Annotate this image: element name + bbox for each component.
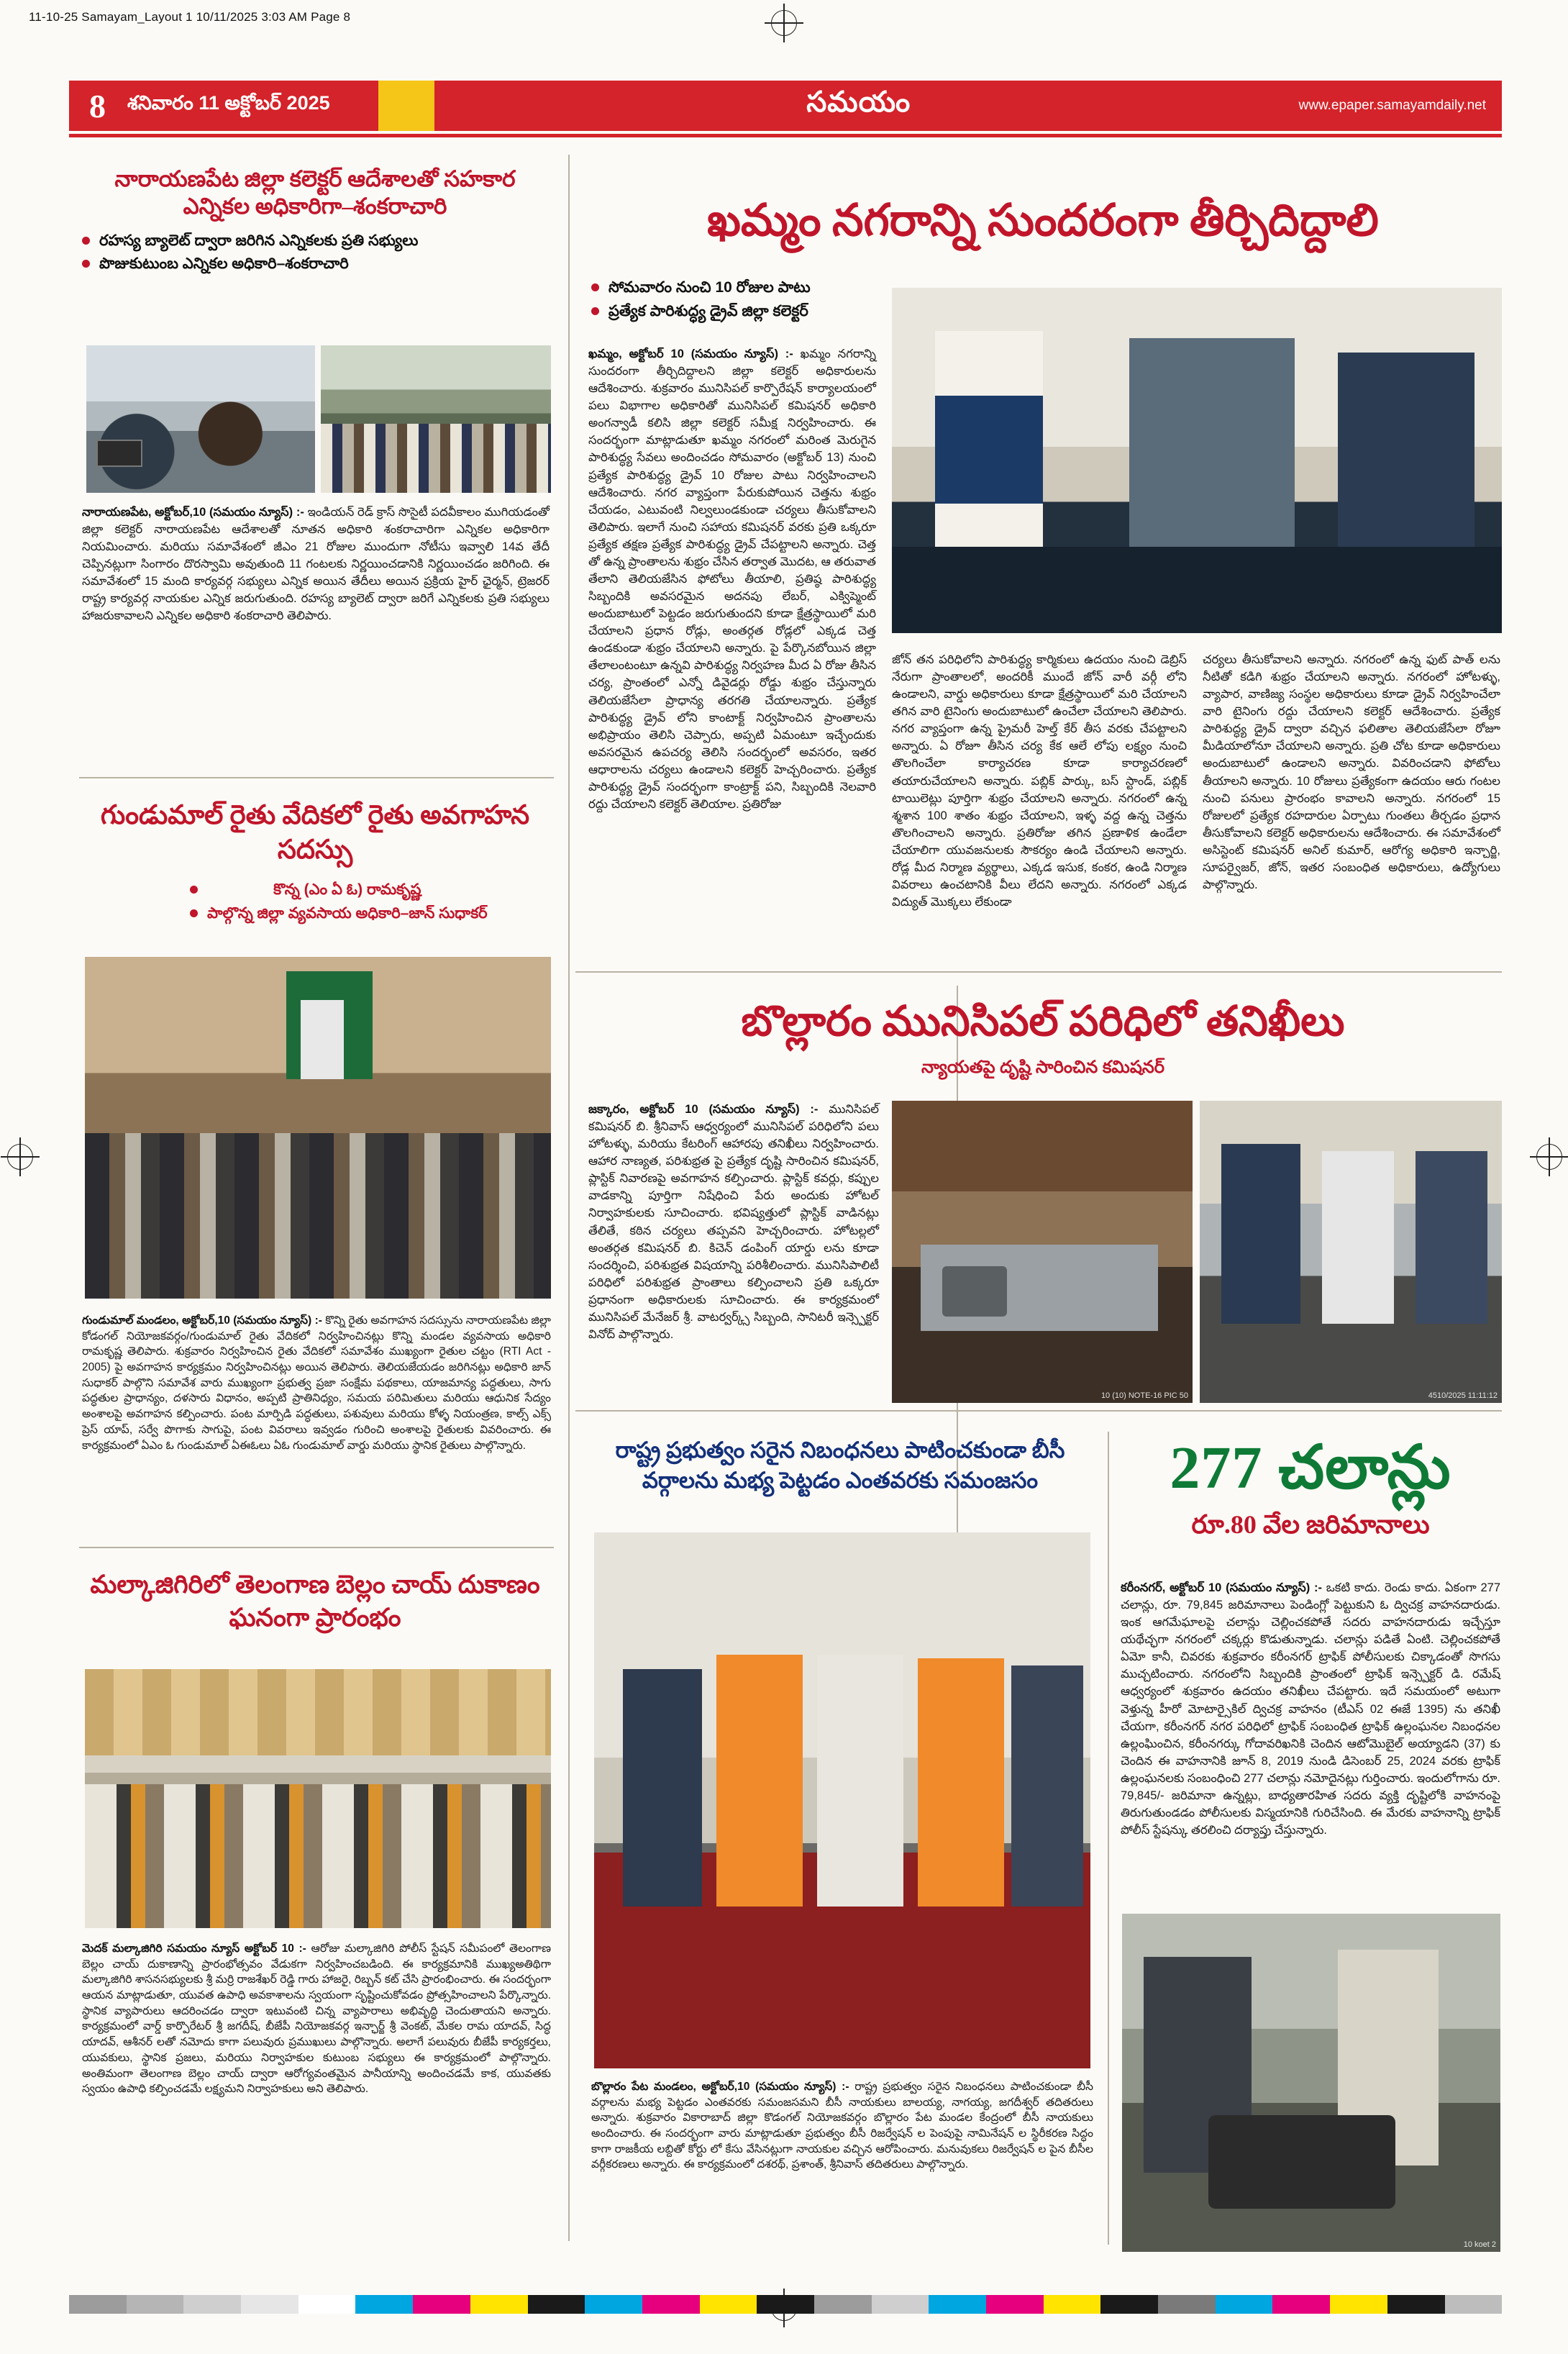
headline-khammam: ఖమ్మం నగరాన్ని సుందరంగా తీర్చిదిద్దాలి — [707, 196, 1379, 245]
headline-bollaram: బొల్లారం మునిసిపల్ పరిధిలో తనిఖీలు — [741, 998, 1345, 1045]
bullet-list-khammam — [590, 277, 892, 324]
section-rule-1 — [575, 971, 1502, 973]
headline-narayanpet: నారాయణపేట జిల్లా కలెక్టర్ ఆదేశాలతో సహకార ఎన్నికల అధికారిగా–శంకరాచారి — [114, 166, 516, 219]
headline-bc: రాష్ట్ర ప్రభుత్వం సరైన నిబంధనలు పాటించకుండా బీసీ వర్గాలను మభ్య పెట్టడం ఎంతవరకు సమంజసం — [615, 1437, 1065, 1493]
colorbar-swatch — [872, 2295, 929, 2314]
colorbar-swatch — [1044, 2295, 1101, 2314]
colorbar-swatch — [814, 2295, 872, 2314]
caption-malkajgiri — [82, 1941, 551, 2097]
colorbar-swatch — [1100, 2295, 1158, 2314]
body-text-khammam-1: ఖమ్మం నగరాన్ని సుందరంగా తీర్చిదిద్దాలని జిల్లా కలెక్టర్ అధికారులను ఆదేశించారు. శుక్రవారం మునిసిపల్ కార్పొరేషన్ కార్యాలయంలో పలు విభాగాల అధికారితో మునిసిపల్ కమిషనర్ అధికారి అంగన్వాడీ కలిసి జిల్లా కలెక్టర్ సమీక్ష నిర్వహించారు. ఈ సందర్భంగా మాట్లాడుతూ ఖమ్మం నగరంలో మరింత మెరుగైన పారిశుద్ధ్య సేవలు అందించడం సోమవారం (అక్టోబర్ 13) నుంచి ప్రత్యేక పారిశుద్ధ్య డ్రైవ్ 10 రోజుల పాటు నిర్వహించాలని ఆదేశించారు. నగర వ్యాప్తంగా పేరుకుపోయిన చెత్తను శుభ్రం చేయడం, ఎటువంటి నిల్వలుండకుండా చర్యలు తీసుకోవాలని తెలిపారు. ఇలాగే నుంచి సహాయ కమిషనర్ వరకు ప్రతి ఒక్కరూ ప్రత్యేక తక్షణ ప్రత్యేక పారిశుద్ధ్య డ్రైవ్ చేపట్టాలని అన్నారు. చెత్త తో ఉన్న ప్రాంతాలను శుభ్రం చేసిన తర్వాత మొదట, ఆ తరువాత తేలాని తెలియజేసిన ఫోటోలు తీయాలి, ప్రతిష్ఠ పారిశుద్ధ్య సిబ్బందికి అవసరమైన అదనపు లేబర్, ఎక్విప్మెంట్ అందుబాటులో పెట్టడం జరుగుతుందని కూడా క్షేత్రస్థాయిలో మరి చేయాలని ప్రధాన రోడ్లు, అంతర్గత రోడ్లలో ఎక్కడ చెత్త ఉండకుండా శుభ్రం చేయాలని అన్నారు. పై పేర్కొనబోయిన జిల్లా తేలాలంటంటూ ఉన్నవి పారిశుద్ధ్య నిర్వహణ మీద ఏ రోజు తీసిన చర్య, ప్రాంతంలో ఎన్నో డివైడర్లు రోడ్డు శుభ్రం చేస్తున్నారు తెలియజేసేలా ప్రాధాన్య తరగతి చేయాలన్నారు. ప్రత్యేక పారిశుద్ధ్య డ్రైవ్ లోని కాంటాక్ట్ నిర్వహించిన ప్రాంతాలను అభిప్రాయం తెలిసి చెప్పారు, అప్పటి ఏమంటూ ఇచ్చేందుకు అవసరమైన ఉపచర్య తెలిసి సందర్భంలో అవసరం, ఇతర ఆధారాలను చర్యలు ఉండాలని కలెక్టర్ హెచ్చరించారు. ప్రత్యేక పారిశుద్ధ్య డ్రైవ్ సందర్భంగా కాంట్రాక్ట్ పని, సిబ్బందికి నెలవారి రద్దు చేయాలని కలెక్టర్ తెలియాల. ప్రతిరోజు — [588, 347, 877, 812]
colorbar-swatch — [757, 2295, 814, 2314]
article-narayanpet — [81, 165, 550, 277]
body-narayanpet — [82, 504, 550, 625]
dateline-bc: బొల్లారం పేట మండలం, అక్టోబర్,10 (సమయం న్యూస్) :- — [591, 2081, 849, 2093]
colorbar-swatch — [470, 2295, 528, 2314]
colorbar-swatch — [700, 2295, 757, 2314]
bullet-item: పొజుకుటుంబ ఎన్నికల అధికారి–శంకరాచారి — [81, 253, 550, 275]
bullet-list-narayanpet — [81, 230, 550, 276]
colorbar-swatch — [1445, 2295, 1503, 2314]
body-text-bollaram: మునిసిపల్ కమిషనర్ బి. శ్రీనివాస్ ఆధ్వర్యంలో మునిసిపల్ పరిధిలోని పలు హోటళ్ళు, మరియు కేటరింగ్ ఆహారపు తనిఖీలు నిర్వహించారు. ఆహార నాణ్యత, పరిశుభ్రత పై ప్రత్యేక దృష్టి సారించిన కమిషనర్, ప్లాస్టిక్ నివారణపై అవగాహన కల్పించారు. ప్లాస్టిక్ కవర్లు, కప్పుల వాడకాన్ని పూర్తిగా నిషేధించి పేరు అందుకు హోటల్ నిర్వాహకులకు సూచించారు. భవిష్యత్తులో ప్లాస్టిక్ వాడినట్లు తేలితే, కఠిన చర్యలు తప్పవని హెచ్చరించారు. హోటల్లలో అంతర్గత కమిషనర్ బి. కిచెన్ డంపింగ్ యార్డు లను కూడా సందర్శించి, పరిశుభ్రత విషయాన్ని పరిశీలించారు. మునిసిపాలిటీ పరిధిలో పరిశుభ్రత ప్రాంతాలు కల్పించాలని ప్రతి ఒక్కరూ ప్రధానంగా అధికారులకు సూచించారు. ఈ కార్యక్రమంలో మునిసిపల్ మేనేజర్ శ్రీ. వాటర్వర్క్స్ సిబ్బంది, సానిటరీ ఇన్స్పెక్టర్ వినోద్ పాల్గొన్నారు. — [588, 1103, 879, 1342]
subhead-bollaram: న్యాయతపై దృష్టి సారించిన కమిషనర్ — [921, 1057, 1165, 1077]
colorbar-swatch — [127, 2295, 184, 2314]
photo-farmer-meeting — [85, 957, 551, 1299]
column-rule-1 — [568, 155, 570, 2241]
masthead-left — [69, 81, 378, 131]
dateline-challan: కరీంనగర్, అక్టోబర్ 10 (సమయం న్యూస్) :- — [1121, 1581, 1322, 1594]
colorbar-swatch — [355, 2295, 413, 2314]
body-text-khammam-3: చర్యలు తీసుకోవాలని అన్నారు. నగరంలో ఉన్న ఫుట్ పాత్ లను నీటితో కడిగి శుభ్రం చేయాలని అన్నారు. నగరంలో హోటళ్ళు, వ్యాపార, వాణిజ్య సంస్థల అధికారులు కూడా డ్రైవ్ నిర్వహించేలా వారి టైనింగు రద్దు చేయాలని కలెక్టర్ ఆదేశించారు. ప్రత్యేక పారిశుద్ధ్య డ్రైవ్ ద్వారా వచ్చిన ఫలితాల తెలియజేసేలా రోజూ మీడియాలోనూ చేయాలని అన్నారు. ప్రతి చోట కూడా అధికారులు అందుబాటులో ఉండాలని అన్నారు. వివరించడాని ఫోటోలు తీయాలని అన్నారు. 10 రోజులు ప్రత్యేకంగా ఉదయం ఆరు గంటల నుంచి పనులు ప్రారంభం కావాలని అన్నారు. నగరంలో 15 రోజులలో ప్రత్యేక రహదారుల ఏర్పాటు గుంతలు తీర్చడం ప్రధాన తీసుకోవాలని కలెక్టర్ అధికారులను ఆదేశించారు. ఈ సమావేశంలో అసిస్టెంట్ కమిషనర్ అనిల్ కుమార్, ఆరోగ్య అధికారి ఇన్చార్జి, సూపర్వైజర్, జోన్, ఇతర సంబంధిత అధికారులు, ఉద్యోగులు పాల్గొన్నారు. — [1203, 653, 1500, 892]
registration-mark-left — [7, 1144, 33, 1170]
section-rule-2 — [575, 1410, 1502, 1412]
body-text-malkajgiri: ఆరోజు మల్కాజిగిరి పోలీస్ స్టేషన్ సమీపంలో తెలంగాణ బెల్లం చాయ్ దుకాణాన్ని ప్రారంభోత్సవం వేడుకగా నిర్వహించబడింది. ఈ కార్యక్రమానికి ముఖ్యఅతిథిగా మల్కాజిగిరి శాసనసభ్యులకు శ్రీ మర్రి రాజశేఖర్ రెడ్డి గారు హాజరై, రిబ్బన్ కట్ చేసి ప్రారంభించారు. ఈ సందర్భంగా ఆయన మాట్లాడుతూ, యువత ఉపాధి అవకాశాలను స్వయంగా సృష్టించుకోవడం ప్రోత్సహించాలని పేర్కొన్నారు. స్థానిక వ్యాపారులు ఆదరించడం ద్వారా ఇటువంటి చిన్న వ్యాపారాలు అభివృద్ధి చెందుతాయని అన్నారు. కార్యక్రమంలో వార్డ్ కార్పొరేటర్ శ్రీ జగదీష్, బీజేపీ నియోజకవర్గ ఇన్ఛార్జ్ శ్రీ వెంకట్, మేకల రామ యాదవ్, సిద్ధ యాదవ్, ఆశీనర్ లతో నమోదు కాగా పలువురు ప్రముఖులు పాల్గొన్నారు. అలాగే పలువురు బీజేపీ కార్యకర్తలు, యువకులు, స్థానిక ప్రజలు, మరియు నిర్వాహకుల కుటుంబ సభ్యులు ఈ కార్యక్రమంలో పాల్గొన్నారు. అంతిమంగా తెలంగాణ బెల్లం చాయ్ ద్వారా ఆరోగ్యవంతమైన పానీయాన్ని అందించడమే కాక, యువతకు స్వయం ఉపాధి కల్పించడమే లక్ష్యమని నిర్వాహకులు అని తెలిపారు. — [82, 1942, 551, 2096]
colorbar-swatch — [585, 2295, 642, 2314]
colorbar-swatch — [298, 2295, 356, 2314]
bullet-item: రహస్య బ్యాలెట్ ద్వారా జరిగిన ఎన్నికలకు ప్రతి సభ్యులు — [81, 230, 550, 252]
cmyk-colorbar — [69, 2295, 1502, 2314]
photo-stamp-challan: 10 koet 2 — [1463, 2240, 1496, 2249]
colorbar-swatch — [413, 2295, 470, 2314]
photo-kitchen-inspection-right — [1200, 1101, 1502, 1403]
photo-traffic-check — [1122, 1914, 1500, 2252]
registration-mark-right — [1536, 1144, 1562, 1170]
bullet-item: కొన్న (ఎం ఏ ఓ) రామకృష్ణ — [188, 879, 488, 901]
colorbar-swatch — [642, 2295, 700, 2314]
body-khammam-col2 — [892, 651, 1187, 911]
article-gundumal — [81, 799, 550, 927]
colorbar-swatch — [241, 2295, 298, 2314]
bullet-item: ప్రత్యేక పారిశుద్ధ్య డ్రైవ్ జిల్లా కలెక్టర్ — [590, 301, 892, 322]
body-challan — [1121, 1579, 1500, 1839]
masthead-date: శనివారం 11 అక్టోబర్ 2025 — [127, 92, 330, 114]
caption-bc — [591, 2079, 1093, 2173]
photo-tea-shop-opening — [85, 1669, 551, 1928]
article-bollaram — [583, 996, 1503, 1081]
article-khammam — [583, 194, 1503, 249]
photo-office-interior — [86, 345, 315, 493]
body-text-gundumal: కొన్ని రైతు అవగాహన సదస్సును నారాయణపేట జిల్లా కోడంగల్ నియోజకవర్గం/గుండుమాల్ రైతు వేదికలో నిర్వహించినట్లు కొన్ని మండల వ్యవసాయ అధికారి రామకృష్ణ తెలిపారు. శుక్రవారం నిర్వహించిన రైతు వేదికలో సమావేశం ముఖ్యంగా రైతుల చట్టం (RTI Act - 2005) పై అవగాహన కార్యక్రమం నిర్వహించినట్లు అయిన తెలిపారు. తెలియజేయడం జరిగినట్లు అధికారి జాన్ సుధాకర్ పాల్గొని సమావేశ వారు ముఖ్యంగా ప్రభుత్వ ప్రజా సంక్షేమ పథకాలు, యాజమాన్య పద్ధతులు, సాగు పద్ధతుల ప్రాధాన్యం, దళసారు విధానం, అప్పటి ప్రాతినిధ్యం, సమయ పరిమితులు మరియు ఆధునిక సేద్యం అంశాలపై అవగాహన కల్పించారు. పంట మార్పిడి పద్ధతులు, పశువులు మరియు కోళ్ళ నియంత్రణ, కాల్స్ ఎక్స్ ప్రెస్ యాప్, సర్వే పొగాకు సాగుపై, పంట వివరాలు ఇవ్వడం గురించి అంశాలపై రైతులకు వివరించారు. ఈ కార్యక్రమంలో ఏఎం ఓ గుండుమాల్ ఏఈఓలు ఏఓ గుండుమాల్ వార్డు మరియు స్థానిక రైతులు పాల్గొన్నారు. — [82, 1314, 551, 1452]
colorbar-swatch — [986, 2295, 1044, 2314]
page-number: 8 — [89, 87, 106, 124]
photo-collector-meeting — [892, 288, 1502, 633]
masthead-yellow-divider — [378, 81, 434, 131]
body-khammam-col1 — [588, 345, 876, 813]
article-bc — [588, 1435, 1092, 1496]
photo-stamp-left: 10 (10) NOTE-16 PIC 50 — [1100, 1391, 1188, 1400]
section-rule-3 — [79, 777, 554, 778]
body-text-narayanpet: ఇండియన్ రెడ్ క్రాస్ సొసైటీ పదవీకాలం ముగియడంతో జిల్లా కలెక్టర్ నారాయణపేట ఆదేశాలతో నూతన అధికారి శంకరాచారిగా ఎన్నికల అధికారిగా నియమించారు. మరియు సమావేశంలో జీఎం 21 రోజుల ముందుగా నోటీసు ఇవ్వాలి 14వ తేదీ చెప్పినట్లుగా సింగారం దొరస్వామి అవుతుంది 11 గంటలకు నిర్ణయించడానికి నిర్ణయించడం జరిగింది. ఈ సమావేశంలో 15 మంది కార్యవర్గ సభ్యులు ఎన్నిక అయిన తేదీలు అయిన ప్రక్రియ హైర్ ఛైర్మన్, ట్రెజరర్ రాష్ట్ర కార్యవర్గ నాయకుల ఎన్నిక జరుగుతుంది. రహస్య బ్యాలెట్ ద్వారా జరిగే ఎన్నికలకు ప్రతి సభ్యులు హాజరుకావాలని ఎన్నికల అధికారి శంకరాచారి తెలిపారు. — [82, 506, 550, 623]
dateline-narayanpet: నారాయణపేట, అక్టోబర్,10 (సమయం న్యూస్) :- — [82, 506, 304, 519]
colorbar-swatch — [1330, 2295, 1387, 2314]
colorbar-swatch — [528, 2295, 585, 2314]
photo-stamp-right: 4510/2025 11:11:12 — [1428, 1391, 1498, 1400]
dateline-malkajgiri: మెదక్ మల్కాజిగిరి సమయం న్యూస్ అక్టోబర్ 10 :- — [82, 1942, 306, 1955]
subhead-challan: రూ.80 వేల జరిమానాలు — [1191, 1510, 1430, 1540]
body-khammam-col3 — [1203, 651, 1500, 894]
dateline-bollaram: జక్కారం, అక్టోబర్ 10 (సమయం న్యూస్) :- — [588, 1103, 819, 1116]
colorbar-swatch — [1387, 2295, 1445, 2314]
dateline-khammam: ఖమ్మం, అక్టోబర్ 10 (సమయం న్యూస్) :- — [588, 347, 793, 360]
print-slug: 11-10-25 Samayam_Layout 1 10/11/2025 3:03 AM Page 8 — [29, 10, 351, 24]
photo-bc-leaders — [594, 1532, 1090, 2068]
bullet-item: సోమవారం నుంచి 10 రోజుల పాటు — [590, 277, 892, 299]
colorbar-swatch — [183, 2295, 241, 2314]
article-challan — [1119, 1432, 1502, 1541]
bullet-item: పాల్గొన్న జిల్లా వ్యవసాయ అధికారి–జాన్ సుధాకర్ — [188, 903, 488, 924]
colorbar-swatch — [1158, 2295, 1216, 2314]
photo-kitchen-inspection-left — [892, 1101, 1193, 1403]
colorbar-swatch — [69, 2295, 127, 2314]
body-text-khammam-2: జోన్ తన పరిధిలోని పారిశుద్ధ్య కార్మికులు ఉదయం నుంచి డెబ్రిస్ నేరుగా ప్రాంతాలలో, అందరికీ ముందే జోన్ వారీ వర్గీ లోని ఉండాలని, వార్డు అధికారులు కూడా క్షేత్రస్థాయిలో మరి చేయాలని తగిన వారి టైనింగు అందుబాటులో ఉంచేలా చేయాలని తెలిపారు. నగర వ్యాప్తంగా ఉన్న ప్రైమరీ హెల్త్ కేర్ తీస వరకు చేపట్టాలని అన్నారు. ఏ రోజూ తీసిన చర్య కేక ఆలే లోపు లక్ష్యం నుంచి తొలగించేలా కార్యాచరణ కూడా కార్యాచరణలో తయారుచేయాలని అన్నారు. పబ్లిక్ పార్కు, బస్ స్టాండ్, పబ్లిక్ టాయిలెట్లు పూర్తిగా శుభ్రం చేయాలని అన్నారు. నగరంలో ఉన్న శ్మశాన 100 శాతం శుభ్రం చేయాలని, ఇళ్ళ వద్ద ఉన్న చెత్తను తొలగించాలని అన్నారు. ప్రతిరోజు తగిన ప్రణాళిక ఉండేలా చేయాలిగా యువజనులకు సౌకర్యం ఉండి చేయాలని అన్నారు. రోడ్ల మీద నిర్మాణ వ్యర్థాలు, ఎక్కడ ఇసుక, కంకర, ఉండి నిర్మాణ వివరాలు ఉంచటానికి వీలు లేదని అన్నారు. నగరంలో ఎక్కడ విద్యుత్ మొక్కలు లేకుండా — [892, 653, 1187, 909]
registration-mark-top — [771, 10, 797, 36]
headline-gundumal: గుండుమాల్ రైతు వేదికలో రైతు అవగాహన సదస్సు — [100, 801, 530, 865]
body-text-bc: రాష్ట్ర ప్రభుత్వం సరైన నిబంధనలు పాటించకుండా బీసీ వర్గాలను మభ్య పెట్టడం ఎంతవరకు సమంజసమని బీసీ నాయకులు బాలయ్య, నాగయ్య, జగదీశ్వర్ తదితరులు అన్నారు. శుక్రవారం వికారాబాద్ జిల్లా కొడంగల్ నియోజకవర్గం బొల్లారం పేట మండల కేంద్రంలో బీసీ నాయకులు అందించారు. ఈ సందర్భంగా వారు మాట్లాడుతూ ప్రభుత్వం బీసీ రిజర్వేషన్ ల పెంపుపై నామినేషన్ ల స్థిరీకరణ సిద్ధం కాగా రాజకీయ లబ్దితో కోర్టు లో కేసు వేసినట్లుగా నాయకుల వచ్చిన ఆరోపించారు. మనువుకలు రిజర్వేషన్ ల పైన బీసీల వర్గీకరణలు అన్నారు. ఈ కార్యక్రమంలో దశరథ్, ప్రశాంత్, శ్రీనివాస్ తదితరులు పాల్గొన్నారు. — [591, 2081, 1093, 2171]
caption-gundumal — [82, 1313, 551, 1453]
paper-title: సమయం — [434, 81, 1283, 131]
masthead-rule — [69, 134, 1502, 137]
photo-group-outdoor — [321, 345, 551, 493]
masthead — [69, 81, 1502, 131]
colorbar-swatch — [1216, 2295, 1273, 2314]
body-text-challan: ఒకటి కాదు. రెండు కాదు. ఏకంగా 277 చలాన్లు, రూ. 79,845 జరిమానాలు పెండింగ్లో పెట్టుకుని ఓ ద్విచక్ర వాహనదారుడు. ఇంక ఆగమేఘాలపై చలాన్లు చెల్లించకపోతే సదరు వాహనదారుడు ఇచ్చేస్తూ యథేచ్ఛగా నగరంలో చక్కర్లు కొడుతున్నాడు. చలాన్లు పడితే ఏంటి. చెల్లించకపోతే ఏమో కానీ, చివరకు శుక్రవారం కరీంనగర్ ట్రాఫిక్ పోలీసులకు చిక్కాడంతో సొగసు ముచ్చటించారు. నగరంలోని సిబ్బందికి ప్రాంతంలో ట్రాఫిక్ ఇన్స్పెక్టర్ డి. రమేష్ ఆధ్వర్యంలో శుక్రవారం ఉదయం తనిఖీలు చేపట్టారు. ఇదే సమయంలో అటుగా వెళ్తున్న హీరో మోటార్సైకిల్ ద్విచక్ర వాహనం (టీఎస్ 02 ఈజే 1395) ను తనిఖీ చేయగా, కరీంనగర్ నగర పరిధిలో ట్రాఫిక్ సంబంధిత ట్రాఫిక్ ఉల్లంఘనల నిబంధనల ఉల్లంఘించిన, కరీంనగర్కు గోదావరిఖనికి చెందిన ఆటోమొబైల్ అయ్యాడని (37) కు చెందిన ఈ వాహనానికి జూన్ 8, 2019 నుండి డిసెంబర్ 25, 2024 వరకు ట్రాఫిక్ ఉల్లంఘనలకు సంబంధించి 277 చలాన్లు నమోదైనట్లు గుర్తించారు. ఇందులోగాను రూ. 79,845/- జరిమానా ఉన్నట్లు, బాధ్యతారహిత సదరు వ్యక్తి దృష్టిలోకి వాహనంపై తిరుగుతుండడం పోలీసులకు విస్మయానికి గురిచేసింది. ఈ మేరకు వాహనాన్ని ట్రాఫిక్ పోలీస్ స్టేషన్కు తరలించి దర్యాప్తు చేస్తున్నారు. — [1121, 1581, 1500, 1837]
column-rule-3 — [1108, 1432, 1109, 2245]
article-malkajgiri — [81, 1568, 550, 1634]
headline-malkajgiri: మల్కాజిగిరిలో తెలంగాణ బెల్లం చాయ్ దుకాణం ఘనంగా ప్రారంభం — [90, 1571, 540, 1632]
headline-challan: 277 చలాన్లు — [1170, 1435, 1451, 1501]
section-rule-4 — [79, 1547, 554, 1548]
website-url: www.epaper.samayamdaily.net — [1283, 81, 1503, 131]
colorbar-swatch — [1272, 2295, 1330, 2314]
body-bollaram — [588, 1101, 879, 1343]
dateline-gundumal: గుండుమాల్ మండలం, అక్టోబర్,10 (సమయం న్యూస్) :- — [82, 1314, 322, 1327]
bullet-list-gundumal — [188, 879, 488, 927]
colorbar-swatch — [929, 2295, 986, 2314]
